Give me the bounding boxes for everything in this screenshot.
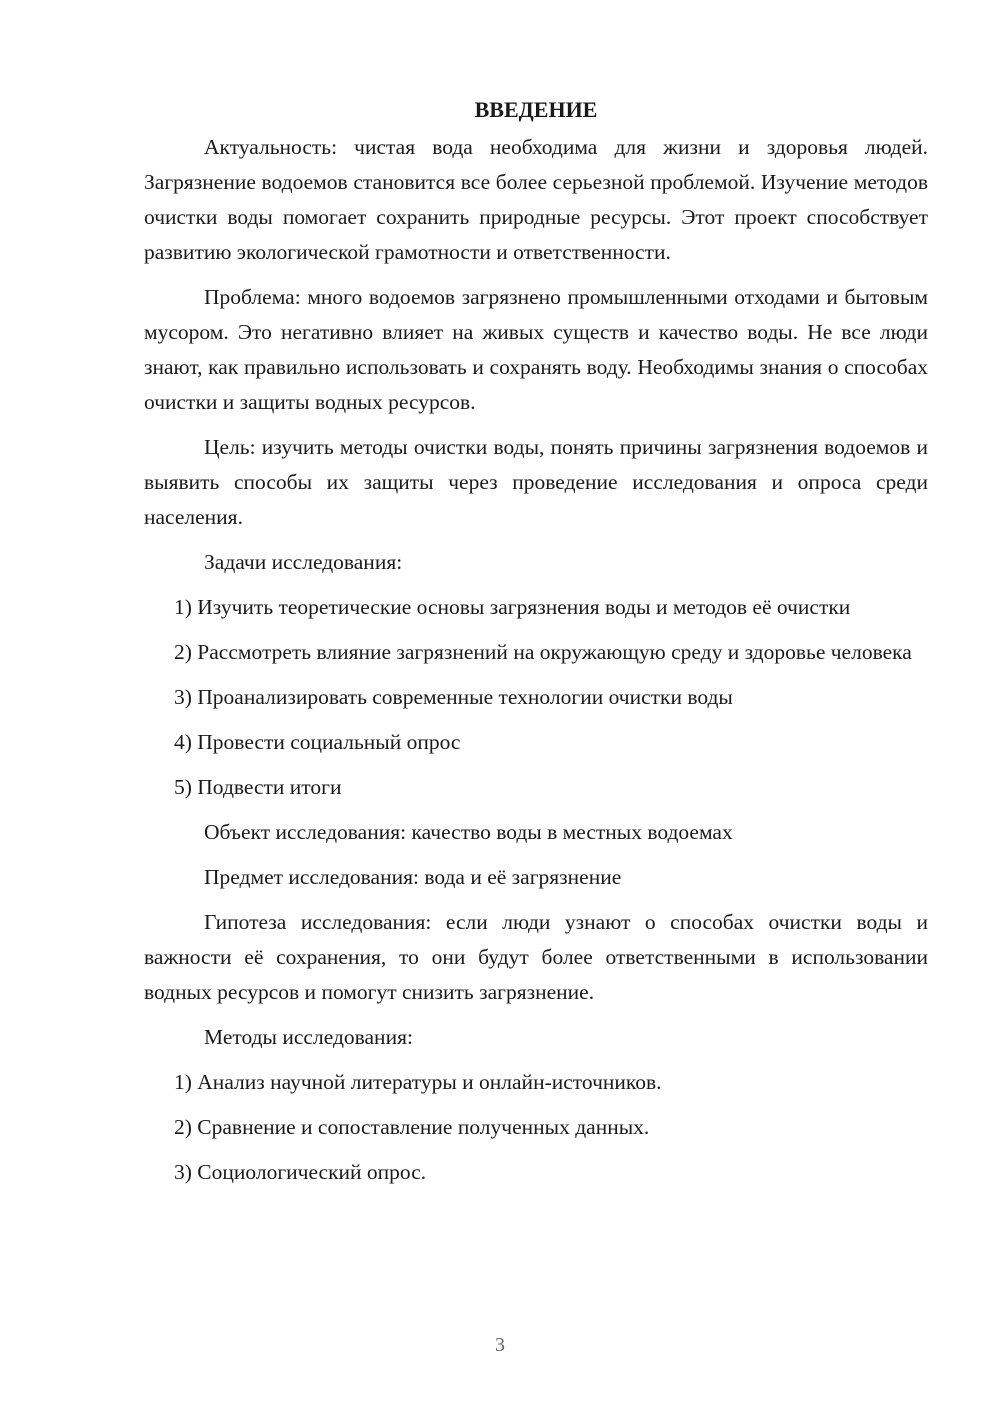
task-item-2: 2) Рассмотреть влияние загрязнений на окружающую среду и здоровье человека [174,640,912,664]
task-item-4: 4) Провести социальный опрос [174,730,461,754]
relevance-paragraph: Актуальность: чистая вода необходима для жизни и здоровья людей. Загрязнение водоемов становится все более серьезной проблемой. Изучение методов очистки воды помогает сохранить природные ресурсы. Этот проект способствует развитию экологической грамотности и ответственности. [144,135,928,264]
methods-heading: Методы исследования: [204,1025,413,1049]
goal-paragraph: Цель: изучить методы очистки воды, понять причины загрязнения водоемов и выявить способы их защиты через проведение исследования и опроса среди населения. [144,435,928,529]
research-subject: Предмет исследования: вода и её загрязнение [204,865,622,889]
research-object: Объект исследования: качество воды в местных водоемах [204,820,733,844]
method-item-1: 1) Анализ научной литературы и онлайн-источников. [174,1070,662,1094]
tasks-heading: Задачи исследования: [204,550,403,574]
task-item-1: 1) Изучить теоретические основы загрязнения воды и методов её очистки [174,595,851,619]
method-item-3: 3) Социологический опрос. [174,1160,427,1184]
task-item-3: 3) Проанализировать современные технологии очистки воды [174,685,733,709]
research-hypothesis: Гипотеза исследования: если люди узнают о способах очистки воды и важности её сохранения, то они будут более ответственными в использовании водных ресурсов и помогут снизить загрязнение. [144,910,928,1004]
page-number: 3 [495,1334,505,1356]
task-item-5: 5) Подвести итоги [174,775,342,799]
method-item-2: 2) Сравнение и сопоставление полученных данных. [174,1115,650,1139]
problem-paragraph: Проблема: много водоемов загрязнено промышленными отходами и бытовым мусором. Это негативно влияет на живых существ и качество воды. Не все люди знают, как правильно использовать и сохранять воду. Необходимы знания о способах очистки и защиты водных ресурсов. [144,285,928,414]
page-title: ВВЕДЕНИЕ [474,97,598,122]
document-page [144,92,928,1200]
